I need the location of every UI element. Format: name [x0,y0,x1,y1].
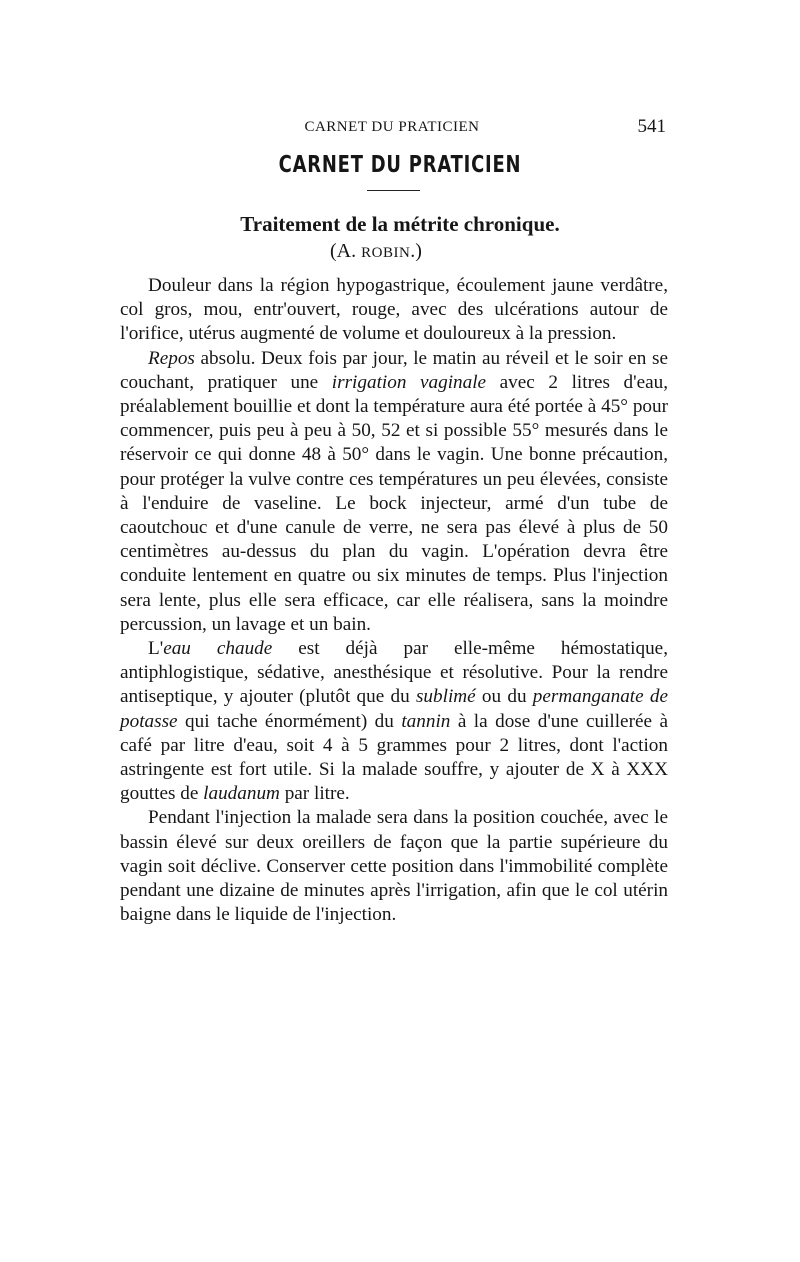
italic-irrigation-vaginale: irrigation vaginale [331,371,487,393]
text-span: à la dose d'une cuillerée à café par litre d'eau, soit 4 à 5 grammes pour 2 litres, dont l'action astringente est fort utile. Si la malade souffre, y ajouter de X à XXX gouttes de [120,710,668,805]
author-open: (A. [330,240,362,262]
author-close: .) [410,240,422,262]
paragraph-position: Pendant l'injection la malade sera dans la position couchée, avec le bassin élevé sur deux oreillers de façon que la partie supérieure du vagin soit déclive. Conserver cette position dans l'immobilité complète pendant une dizaine de minutes après l'irrigation, afin que le col utérin baigne dans le liquide de l'injection. [120,807,668,926]
author-name: ROBIN [361,245,411,261]
running-head [118,116,666,140]
italic-repos: Repos [148,347,195,369]
text-span: est déjà par elle-même hémostatique, antiphlogistique, sédative, anesthésique et résolutive. Pour la rendre antiseptique, y ajouter (plutôt que du [120,638,668,708]
title-rule [367,190,420,191]
running-head-title: CARNET DU PRATICIEN [304,119,480,135]
article-title: Traitement de la métrite chronique. [240,212,560,236]
paragraph-eau-chaude [120,637,668,806]
italic-eau-chaude: eau chaude [163,638,273,660]
text-span: L' [148,638,164,660]
section-title: CARNET DU PRATICIEN [278,152,522,178]
text-span: avec 2 litres d'eau, préalablement bouillie et dont la température aura été portée à 45° pour commencer, puis peu à peu à 50, 52 et si possible 55° mesurés dans le réservoir ce qui donne 48 à 50° dans le vagin. Une bonne précaution, pour protéger la vulve contre ces températures un peu élevées, consiste à l'enduire de vaseline. Le bock injecteur, armé d'un tube de caoutchouc et d'une canule de verre, ne sera pas élevé à plus de 50 centimètres au-dessus du plan du vagin. L'opération devra être conduite lentement en quatre ou six minutes de temps. Plus l'injection sera lente, plus elle sera efficace, car elle réalisera, sans la moindre percussion, un lavage et un bain. [120,371,669,635]
article-body [120,274,668,927]
text-span: par litre. [279,783,350,805]
page-number: 541 [637,116,666,137]
italic-sublime: sublimé [415,686,476,708]
italic-tannin: tannin [401,710,451,732]
italic-permanganate: permanganate de potasse [120,686,669,732]
text-span: ou du [475,686,533,708]
text-span: absolu. Deux fois par jour, le matin au réveil et le soir en se couchant, pratiquer une [120,347,668,393]
paragraph-irrigation [120,347,668,637]
italic-laudanum: laudanum [203,783,280,805]
text-span: qui tache énormément) du [177,710,402,732]
article-author [330,240,422,263]
paragraph-symptoms: Douleur dans la région hypogastrique, écoulement jaune verdâtre, col gros, mou, entr'ouvert, rouge, avec des ulcérations autour de l'orifice, utérus augmenté de volume et douloureux à la pression. [120,275,668,345]
